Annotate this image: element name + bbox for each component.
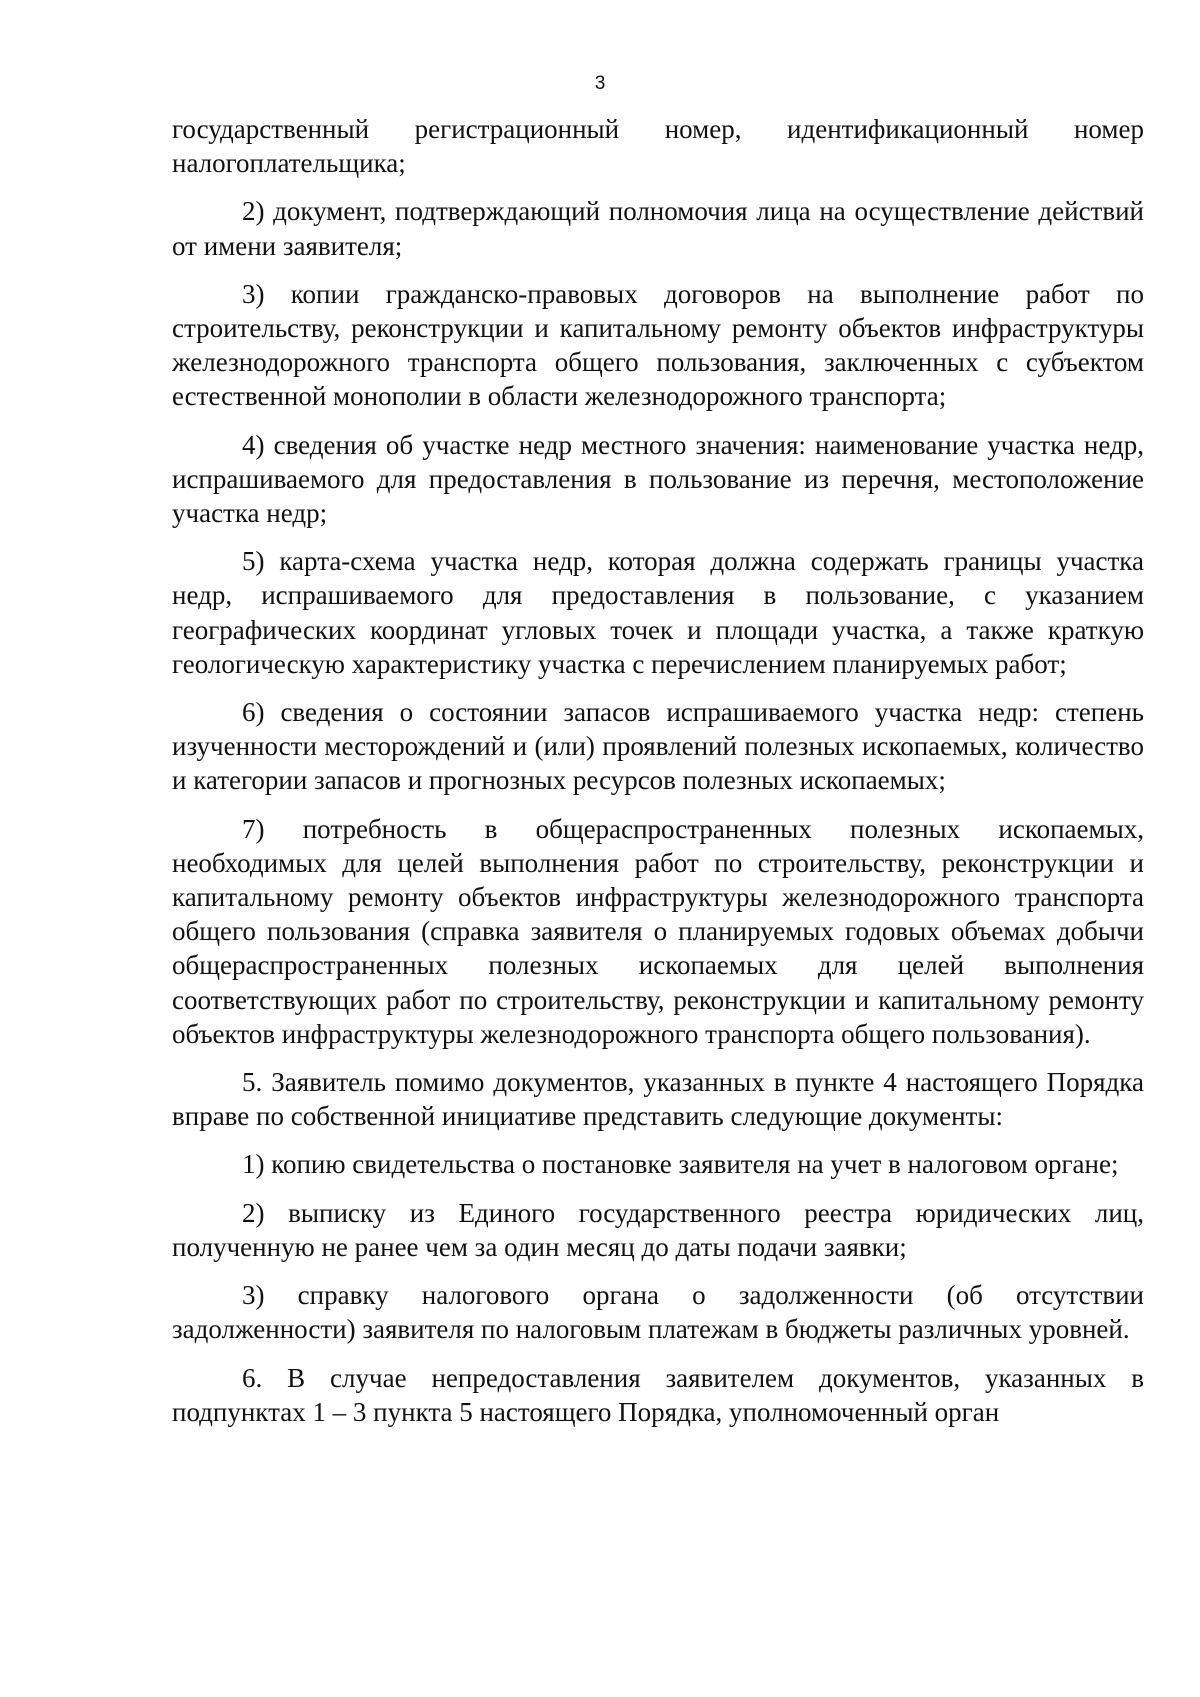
list-item-4: 4) сведения об участке недр местного значения: наименование участка недр, испрашиваемого для предоставления в пользование из перечня, местоположение участка недр; (172, 429, 1144, 529)
list-item-6: 6) сведения о состоянии запасов испрашиваемого участка недр: степень изученности месторождений и (или) проявлений полезных ископаемых, количество и категории запасов и прогнозных ресурсов полезных ископаемых; (172, 697, 1144, 796)
list-item-5: 5) карта-схема участка недр, которая должна содержать границы участка недр, испрашиваемого для предоставления в пользование, с указанием географических координат угловых точек и площади участка, а также краткую геологическую характеристику участка с перечислением планируемых работ; (172, 546, 1144, 679)
paragraph-continuation: государственный регистрационный номер, идентификационный номер налогоплательщика; (172, 114, 1144, 179)
clause-5-item-2: 2) выписку из Единого государственного реестра юридических лиц, полученную не ранее чем за один месяц до даты подачи заявки; (172, 1197, 1144, 1262)
list-item-2: 2) документ, подтверждающий полномочия лица на осуществление действий от имени заявителя; (172, 196, 1144, 261)
clause-5-item-3: 3) справку налогового органа о задолженности (об отсутствии задолженности) заявителя по налоговым платежам в бюджеты различных уровней. (172, 1280, 1144, 1345)
page-number: 3 (594, 73, 606, 94)
document-body (172, 112, 1144, 1443)
clause-5: 5. Заявитель помимо документов, указанных в пункте 4 настоящего Порядка вправе по собственной инициативе представить следующие документы: (172, 1067, 1144, 1132)
clause-6: 6. В случае непредоставления заявителем документов, указанных в подпунктах 1 – 3 пункта 5 настоящего Порядка, уполномоченный орган (172, 1362, 1144, 1427)
clause-5-item-1: 1) копию свидетельства о постановке заявителя на учет в налоговом органе; (242, 1149, 1119, 1180)
list-item-7: 7) потребность в общераспространенных полезных ископаемых, необходимых для целей выполнения работ по строительству, реконструкции и капитальному ремонту объектов инфраструктуры железнодорожного транспорта общего пользования (справка заявителя о планируемых годовых объемах добычи общераспространенных полезных ископаемых для целей выполнения соответствующих работ по строительству, реконструкции и капитальному ремонту объектов инфраструктуры железнодорожного транспорта общего пользования). (172, 813, 1144, 1049)
list-item-3: 3) копии гражданско-правовых договоров на выполнение работ по строительству, реконструкции и капитальному ремонту объектов инфраструктуры железнодорожного транспорта общего пользования, заключенных с субъектом естественной монополии в области железнодорожного транспорта; (172, 278, 1144, 412)
